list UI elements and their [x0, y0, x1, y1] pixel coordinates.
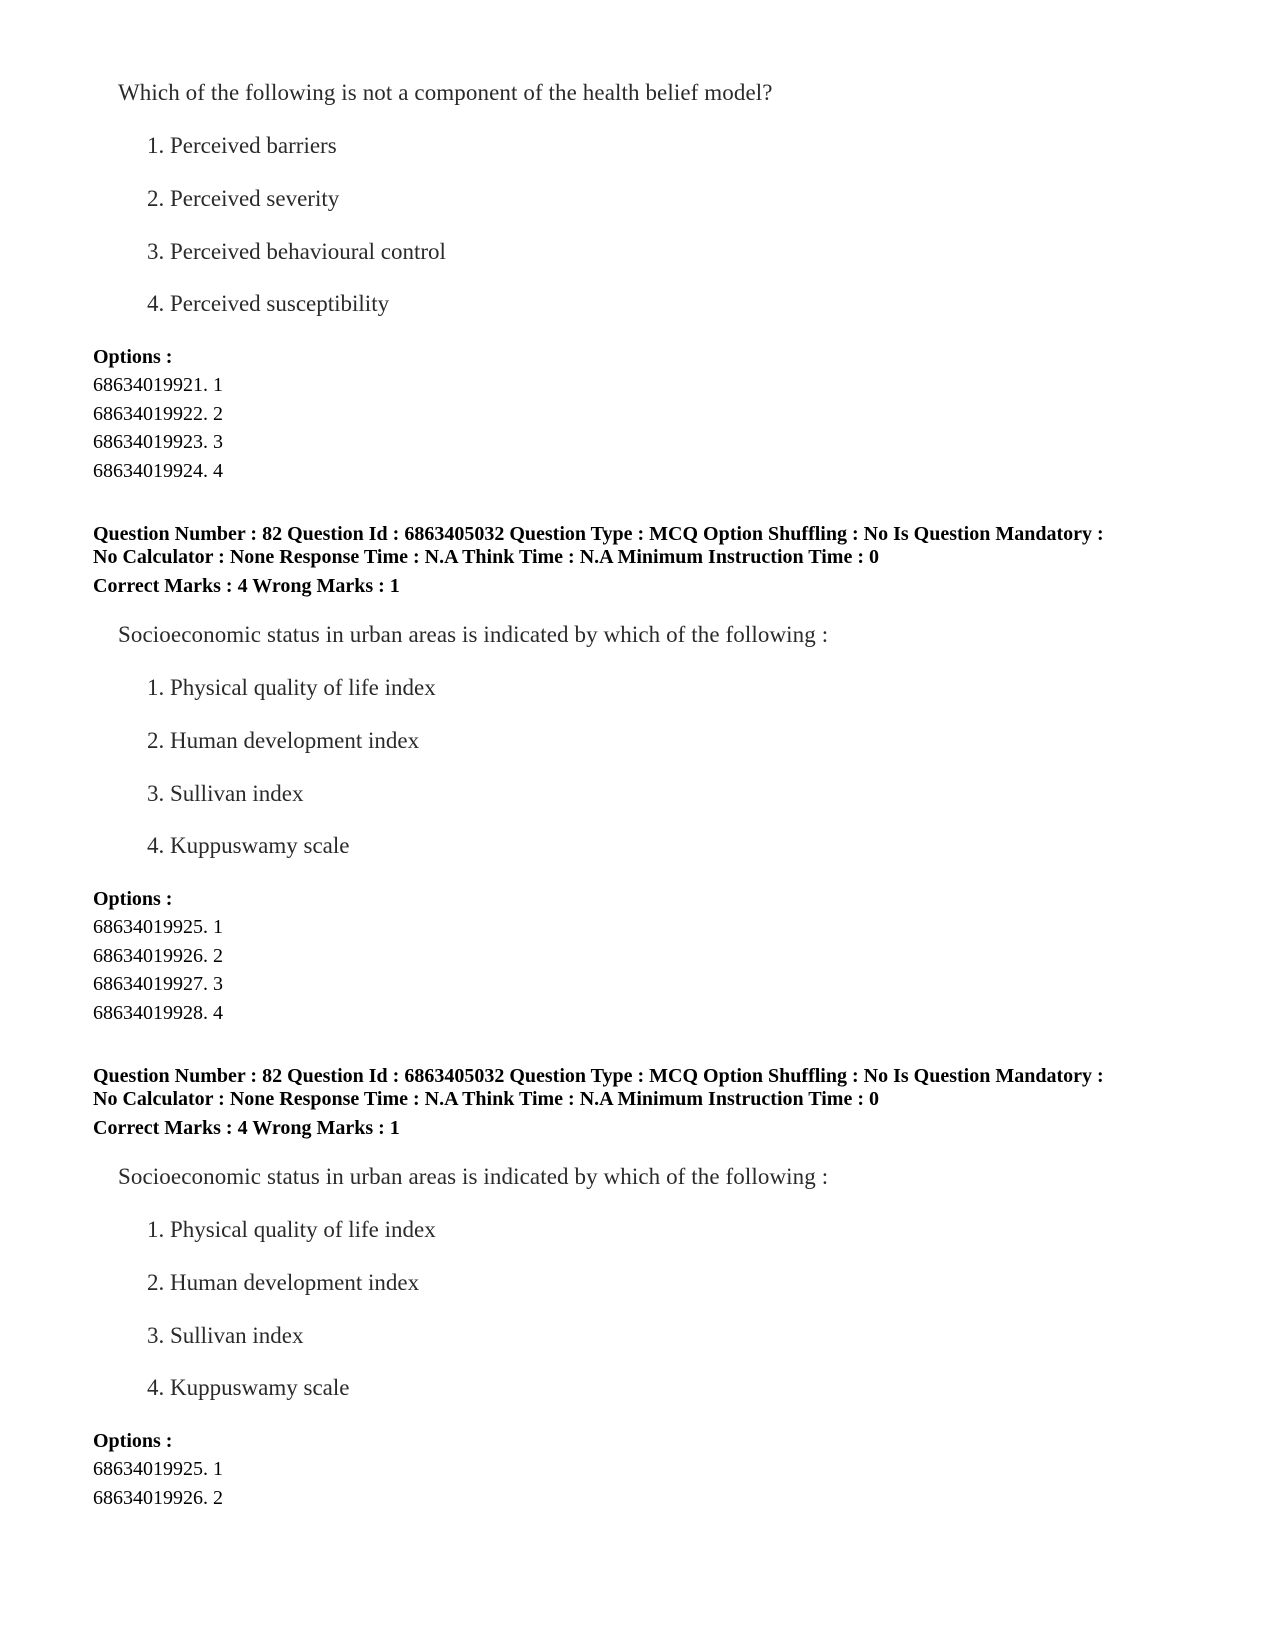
option-line: 68634019921. 1	[93, 374, 223, 396]
choice-item: 3. Perceived behavioural control	[147, 239, 446, 264]
marks-line: Correct Marks : 4 Wrong Marks : 1	[93, 575, 400, 597]
choice-item: 4. Kuppuswamy scale	[147, 833, 350, 858]
options-label: Options :	[93, 1430, 173, 1452]
option-line: 68634019922. 2	[93, 403, 223, 425]
question-meta-line: No Calculator : None Response Time : N.A Think Time : N.A Minimum Instruction Time : 0	[93, 1088, 879, 1110]
option-line: 68634019923. 3	[93, 431, 223, 453]
question-text: Socioeconomic status in urban areas is indicated by which of the following :	[118, 1164, 829, 1189]
option-line: 68634019925. 1	[93, 1458, 223, 1480]
choice-item: 3. Sullivan index	[147, 781, 304, 806]
choice-item: 2. Human development index	[147, 728, 420, 753]
option-line: 68634019926. 2	[93, 1487, 223, 1509]
question-text: Socioeconomic status in urban areas is indicated by which of the following :	[118, 622, 829, 647]
choice-item: 4. Kuppuswamy scale	[147, 1375, 350, 1400]
question-meta-line: Question Number : 82 Question Id : 6863405032 Question Type : MCQ Option Shuffling : No Is Question Mandatory :	[93, 523, 1104, 545]
choice-item: 2. Human development index	[147, 1270, 420, 1295]
choice-item: 4. Perceived susceptibility	[147, 291, 390, 316]
marks-line: Correct Marks : 4 Wrong Marks : 1	[93, 1117, 400, 1139]
option-line: 68634019925. 1	[93, 916, 223, 938]
options-label: Options :	[93, 888, 173, 910]
option-line: 68634019927. 3	[93, 973, 223, 995]
choice-item: 1. Perceived barriers	[147, 133, 337, 158]
option-line: 68634019926. 2	[93, 945, 223, 967]
choice-item: 1. Physical quality of life index	[147, 1217, 436, 1242]
question-text: Which of the following is not a component of the health belief model?	[118, 80, 773, 105]
option-line: 68634019924. 4	[93, 460, 223, 482]
choice-item: 3. Sullivan index	[147, 1323, 304, 1348]
option-line: 68634019928. 4	[93, 1002, 223, 1024]
choice-item: 1. Physical quality of life index	[147, 675, 436, 700]
options-label: Options :	[93, 346, 173, 368]
question-meta-line: Question Number : 82 Question Id : 6863405032 Question Type : MCQ Option Shuffling : No Is Question Mandatory :	[93, 1065, 1104, 1087]
question-meta-line: No Calculator : None Response Time : N.A Think Time : N.A Minimum Instruction Time : 0	[93, 546, 879, 568]
choice-item: 2. Perceived severity	[147, 186, 340, 211]
